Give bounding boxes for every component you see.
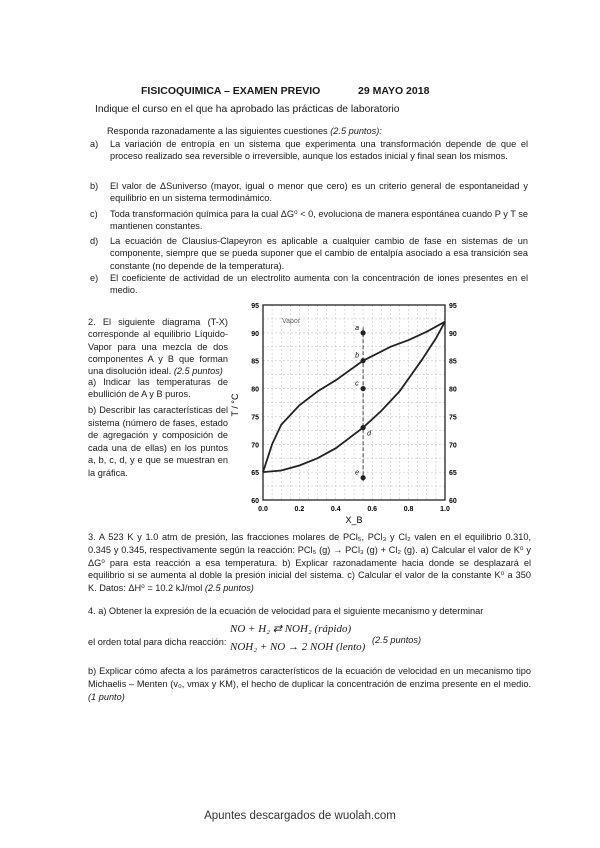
q4-b-points: (1 punto) bbox=[88, 691, 125, 702]
q2-b: b) Describir las características del sistema (número de fases, estado de agregación y composición de cada una de ellas) en los puntos a, b, c, d, y e que se muestran en la gráfica. bbox=[88, 405, 228, 478]
q1-item-c bbox=[90, 208, 528, 233]
exam-date: 29 MAYO 2018 bbox=[358, 85, 430, 97]
mechanism-step-2: NOH₂ + NO → 2 NOH (lento) bbox=[230, 641, 366, 653]
x-tick-label: 1.0 bbox=[440, 506, 450, 513]
q2-a: a) Indicar las temperaturas de ebullición de A y B puros. bbox=[88, 377, 228, 400]
y-tick-label: 85 bbox=[251, 358, 259, 366]
q1-heading bbox=[107, 125, 382, 138]
point-b bbox=[361, 358, 366, 363]
q4-points: (2.5 puntos) bbox=[372, 635, 422, 645]
point-d bbox=[361, 425, 366, 430]
q2-intro bbox=[88, 316, 228, 377]
y-tick-label: 60 bbox=[251, 498, 259, 505]
y-tick-label: 80 bbox=[251, 386, 259, 394]
point-label-e: e bbox=[355, 469, 360, 477]
y-tick-label-right: 65 bbox=[449, 470, 457, 478]
y-tick-label: 75 bbox=[251, 414, 259, 422]
q1-item-e bbox=[90, 272, 528, 297]
y-tick-label-right: 75 bbox=[449, 414, 457, 422]
x-tick-label: 0.8 bbox=[403, 506, 414, 513]
y-tick-label-right: 90 bbox=[449, 330, 457, 338]
point-a bbox=[361, 330, 366, 335]
item-text: La variación de entropía en un sistema que experimenta una transformación depende de que el proceso realizado sea reversible o irreversible, aunque los estados inicial y final sean los mismos. bbox=[110, 139, 528, 162]
q1-item-d bbox=[90, 235, 528, 272]
x-axis-label: X_B bbox=[345, 515, 363, 525]
mechanism-step-1: NO + H₂ ⇄ NOH₂ (rápido) bbox=[230, 623, 352, 635]
chart-grid bbox=[263, 305, 445, 500]
y-tick-label: 95 bbox=[251, 303, 259, 310]
point-label-c: c bbox=[355, 380, 359, 388]
x-tick-label: 0.0 bbox=[258, 506, 268, 513]
y-tick-label-right: 60 bbox=[449, 498, 457, 505]
q4-b bbox=[88, 665, 531, 703]
point-label-d: d bbox=[367, 430, 372, 438]
tx-phase-diagram bbox=[230, 295, 500, 530]
exam-title: FISICOQUIMICA – EXAMEN PREVIO bbox=[141, 85, 321, 97]
x-tick-label: 0.2 bbox=[294, 506, 305, 513]
item-text: La ecuación de Clausius-Clapeyron es aplicable a cualquier cambio de fase en sistemas de un componente, siempre que se pueda suponer que el cambio de entalpía asociado a esa transición sea constante (no depende de la temperatura). bbox=[110, 236, 528, 271]
item-text: El coeficiente de actividad de un electrolito aumenta con la concentración de iones presentes en el medio. bbox=[110, 273, 528, 296]
y-tick-label: 65 bbox=[251, 470, 259, 478]
item-label: e) bbox=[90, 273, 99, 283]
point-label-b: b bbox=[355, 352, 360, 360]
q1-text: Responda razonadamente a las siguientes cuestiones bbox=[107, 126, 328, 136]
vapor-region-label: Vapor bbox=[282, 318, 301, 325]
y-tick-label: 90 bbox=[251, 330, 259, 338]
q3-points: (2.5 puntos) bbox=[204, 583, 254, 594]
item-label: b) bbox=[90, 181, 99, 191]
item-label: d) bbox=[90, 236, 99, 246]
footer-watermark: Apuntes descargados de wuolah.com bbox=[204, 810, 396, 822]
point-e bbox=[361, 475, 366, 480]
y-tick-label: 70 bbox=[251, 442, 259, 450]
q1-points: (2.5 puntos): bbox=[330, 126, 382, 136]
q3 bbox=[88, 531, 531, 595]
q3-text: 3. A 523 K y 1.0 atm de presión, las fracciones molares de PCl₅, PCl₃ y Cl₂ valen en el equilibrio 0.310, 0.345 y 0.345, respectivamente según la reacción: PCl₅ (g) → PCl₃ (g) + Cl₂ (g). a) Calcular el valor de K⁰ y ΔG⁰ para esta reacción a esa temperatura. b) Explicar razonadamente hacia donde se desplazará el equilibrio si se aumenta al doble la presión inicial del sistema. c) Calcular el valor de la constante K⁰ a 350 K. Datos: ΔH⁰ = 10.2 kJ/mol bbox=[88, 532, 531, 594]
item-label: a) bbox=[90, 139, 99, 149]
q2-text: 2. El siguiente diagrama (T-X) corresponde al equilibrio Líquido-Vapor para una mezcla de dos componentes A y B que forman una disolución ideal. bbox=[88, 317, 228, 377]
q2-points: (2.5 puntos) bbox=[173, 366, 223, 377]
y-tick-label-right: 80 bbox=[449, 386, 457, 394]
y-tick-label-right: 85 bbox=[449, 358, 457, 366]
q4-a2: el orden total para dicha reacción: bbox=[88, 637, 227, 647]
q4-a: 4. a) Obtener la expresión de la ecuación de velocidad para el siguiente mecanismo y determinar bbox=[88, 606, 484, 616]
point-label-a: a bbox=[355, 324, 360, 332]
item-text: Toda transformación química para la cual ΔG⁰ < 0, evoluciona de manera espontánea cuando P y T se mantienen constantes. bbox=[110, 209, 528, 232]
point-c bbox=[361, 386, 366, 391]
q4-b-text: b) Explicar cómo afecta a los parámetros característicos de la ecuación de velocidad en un mecanismo tipo Michaelis – Menten (v₀, vmax y KM), el hecho de duplicar la concentración de enzima presente en el medio. bbox=[88, 666, 531, 689]
q1-item-b bbox=[90, 180, 528, 205]
x-tick-label: 0.6 bbox=[367, 506, 378, 513]
y-axis-label: T / °C bbox=[230, 393, 240, 417]
item-label: c) bbox=[90, 209, 98, 219]
x-tick-label: 0.4 bbox=[330, 506, 341, 513]
y-tick-label-right: 70 bbox=[449, 442, 457, 450]
item-text: El valor de ΔSuniverso (mayor, igual o menor que cero) es un criterio general de espontaneidad y equilibrio en un sistema termodinámico. bbox=[110, 181, 528, 204]
intro-text: Indique el curso en el que ha aprobado las prácticas de laboratorio bbox=[95, 104, 400, 115]
q1-item-a bbox=[90, 138, 528, 163]
y-tick-label-right: 95 bbox=[449, 303, 457, 310]
